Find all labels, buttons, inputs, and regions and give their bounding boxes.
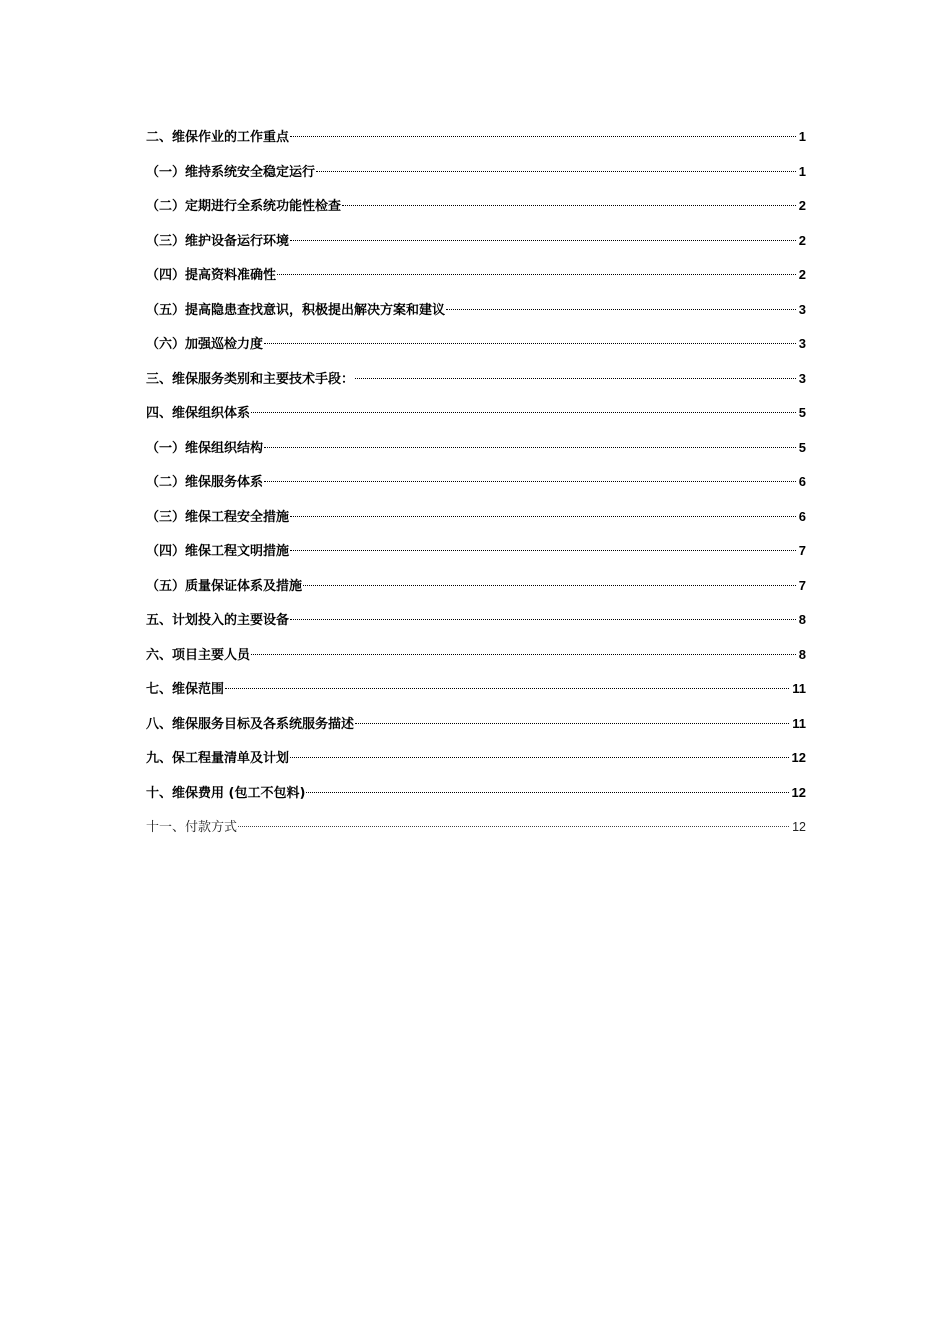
toc-entry[interactable] [146,465,806,500]
toc-entry-title: 十、维保费用 (包工不包料) [146,785,306,801]
toc-entry[interactable] [146,534,806,569]
toc-entry-title: （四）维保工程文明措施 [146,544,290,559]
toc-page-number: 11 [792,681,806,696]
toc-page-number: 12 [791,750,806,765]
toc-entry[interactable] [146,603,806,638]
toc-entry[interactable] [146,362,806,397]
toc-entry[interactable] [146,776,806,811]
toc-dot-leader [355,378,796,379]
toc-entry[interactable] [146,189,806,224]
toc-page-number: 12 [791,784,806,800]
toc-dot-leader [277,274,796,275]
toc-dot-leader [238,826,789,827]
toc-entry-title: （二）定期进行全系统功能性检查 [146,199,342,214]
toc-entry-title: （三）维护设备运行环境 [146,233,290,249]
toc-entry-title: 三、维保服务类别和主要技术手段： [146,371,355,387]
toc-dot-leader [290,240,796,241]
toc-entry-title: （五）提高隐患查找意识，积极提出解决方案和建议 [146,302,446,318]
table-of-contents [146,120,806,845]
toc-page-number: 2 [798,232,806,248]
toc-dot-leader [290,757,789,758]
toc-page-number: 5 [798,439,806,455]
toc-dot-leader [225,688,789,689]
toc-entry-title: 九、保工程量清单及计划 [146,751,290,766]
toc-entry-title: （四）提高资料准确性 [146,268,277,283]
toc-dot-leader [355,723,789,724]
toc-entry[interactable] [146,431,806,466]
toc-dot-leader [264,447,796,448]
toc-dot-leader [316,171,796,172]
toc-page-number: 12 [792,820,806,834]
toc-page-number: 3 [798,336,806,351]
toc-dot-leader [306,792,788,793]
toc-page-number: 7 [798,577,806,593]
toc-page-number: 3 [798,301,806,317]
toc-entry[interactable] [146,741,806,776]
toc-entry[interactable] [146,224,806,259]
toc-dot-leader [290,136,796,137]
toc-entry-title: 二、维保作业的工作重点 [146,130,290,145]
toc-entry[interactable] [146,500,806,535]
toc-entry[interactable] [146,293,806,328]
toc-entry[interactable] [146,120,806,155]
toc-page-number: 3 [798,370,806,386]
toc-page-number: 6 [798,508,806,524]
toc-entry-title: 六、项目主要人员 [146,647,251,663]
toc-dot-leader [303,585,796,586]
toc-entry-title: 八、维保服务目标及各系统服务描述 [146,716,355,732]
toc-page-number: 8 [798,612,806,627]
toc-entry[interactable] [146,638,806,673]
toc-entry[interactable] [146,810,806,845]
toc-entry[interactable] [146,155,806,190]
toc-page-number: 5 [798,405,806,420]
toc-dot-leader [342,205,796,206]
toc-entry-title: （一）维保组织结构 [146,440,264,456]
toc-entry-title: （六）加强巡检力度 [146,337,264,352]
toc-entry-title: 七、维保范围 [146,682,225,697]
toc-dot-leader [264,343,796,344]
toc-dot-leader [251,412,796,413]
toc-dot-leader [264,481,796,482]
toc-page-number: 6 [798,474,806,489]
toc-page-number: 2 [798,267,806,282]
toc-entry[interactable] [146,569,806,604]
toc-page-number: 7 [798,543,806,558]
toc-entry-title: （二）维保服务体系 [146,475,264,490]
toc-entry[interactable] [146,258,806,293]
toc-dot-leader [290,550,796,551]
toc-dot-leader [290,619,796,620]
toc-page-number: 11 [792,715,806,731]
toc-dot-leader [446,309,796,310]
toc-entry-title: 十一、付款方式 [146,820,238,835]
toc-page-number: 1 [798,129,806,144]
toc-entry-title: （三）维保工程安全措施 [146,509,290,525]
toc-entry-title: 五、计划投入的主要设备 [146,613,290,628]
toc-entry[interactable] [146,672,806,707]
toc-entry[interactable] [146,707,806,742]
toc-page-number: 2 [798,198,806,213]
toc-entry-title: 四、维保组织体系 [146,406,251,421]
toc-page-number: 8 [798,646,806,662]
toc-dot-leader [251,654,796,655]
toc-entry-title: （一）维持系统安全稳定运行 [146,164,316,180]
toc-entry-title: （五）质量保证体系及措施 [146,578,303,594]
toc-dot-leader [290,516,796,517]
toc-page-number: 1 [798,163,806,179]
toc-entry[interactable] [146,327,806,362]
toc-entry[interactable] [146,396,806,431]
